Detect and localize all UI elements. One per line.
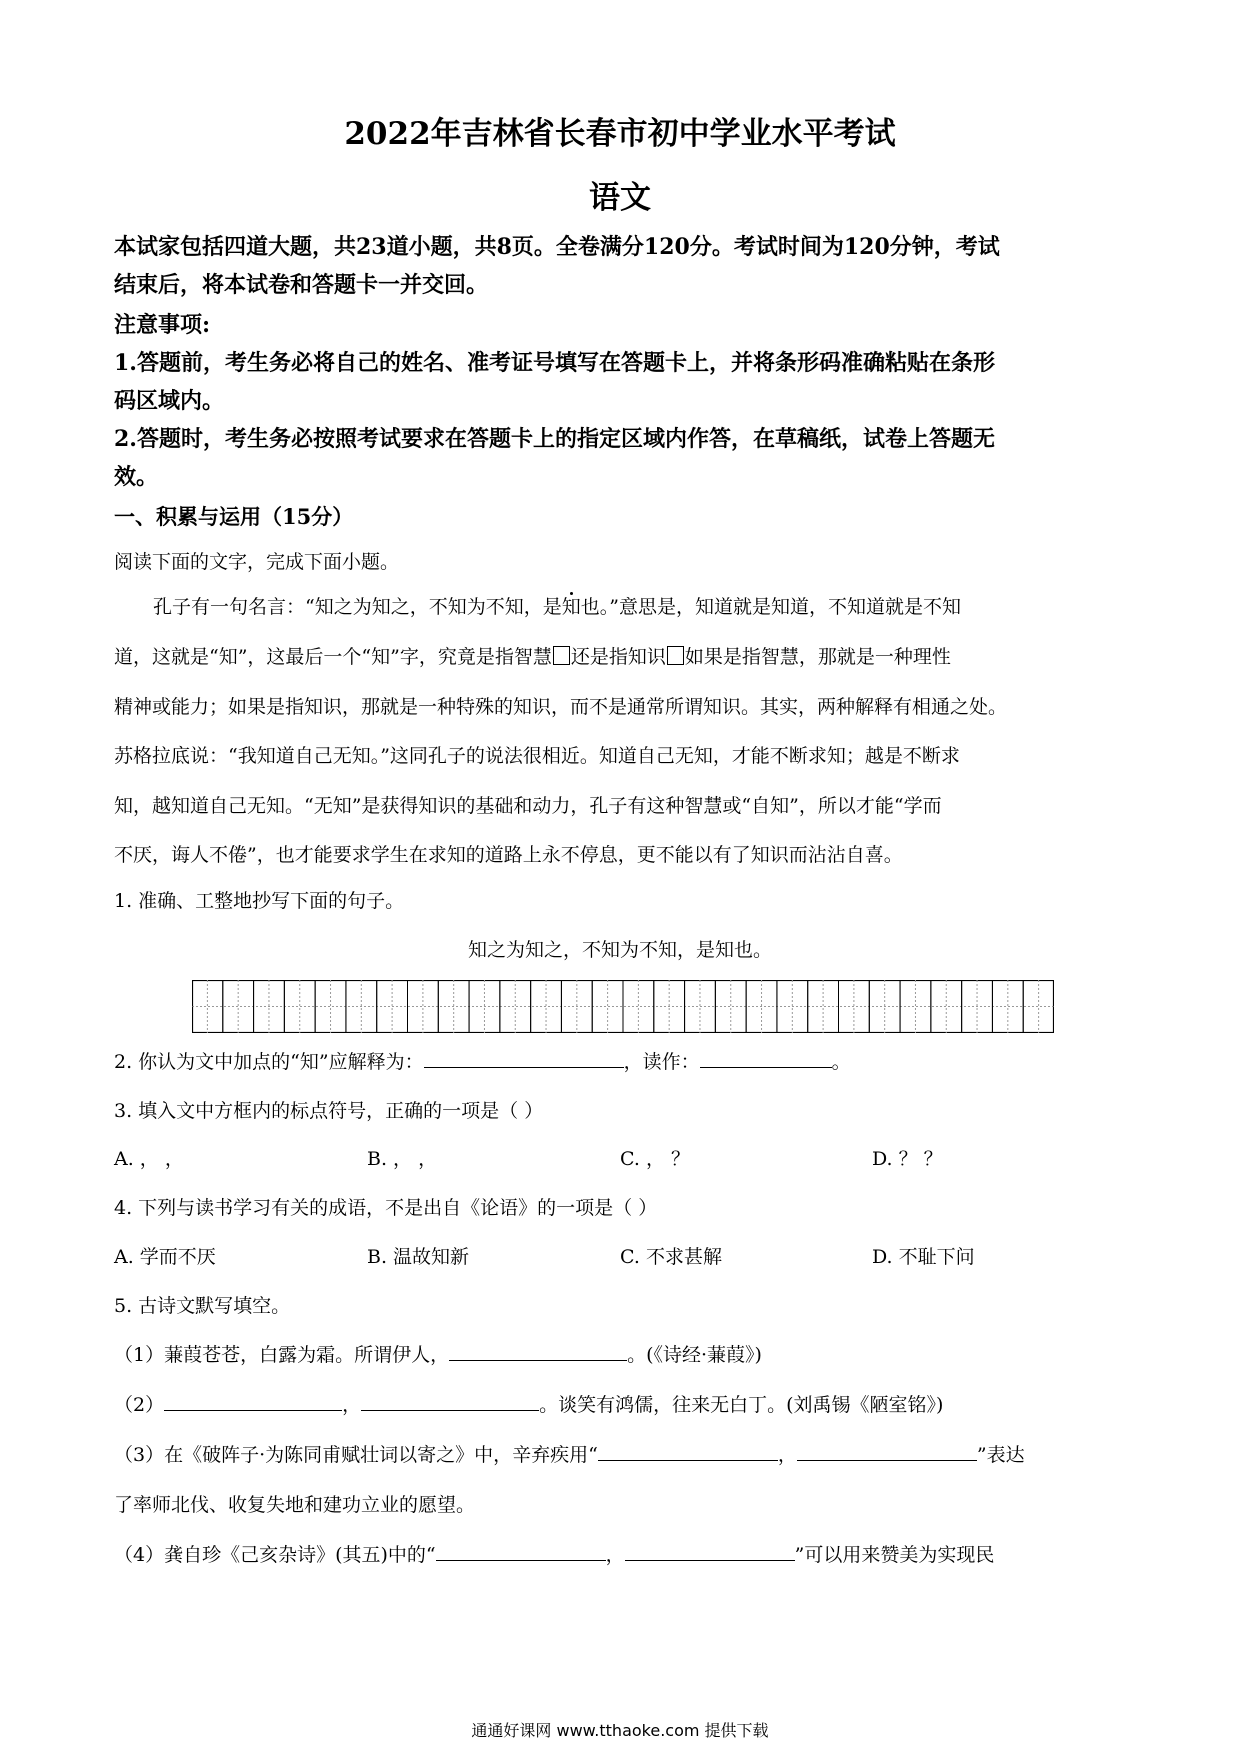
subject-title: 语文 [589, 180, 651, 216]
notice-1-line-2: 码区域内。 [114, 388, 225, 414]
intro-line-1: 本试家包括四道大题，共23道小题，共8页。全卷满分120分。考试时间为120分钟，考试 [114, 234, 1000, 260]
answer-blank-5-1[interactable] [449, 1342, 627, 1361]
answer-blank-pronunciation[interactable] [700, 1049, 832, 1068]
answer-blank-5-4a[interactable] [436, 1542, 606, 1561]
exam-title: 2022年吉林省长春市初中学业水平考试 [344, 116, 896, 152]
notice-title: 注意事项: [114, 312, 211, 338]
passage-line-5: 知，越知道自己无知。“无知”是获得知识的基础和动力，孔子有这种智慧或“自知”，所以才能“学而 [114, 795, 942, 817]
question-3-option-d[interactable]: D. ？ ？ [872, 1148, 943, 1170]
question-1-sentence: 知之为知之，不知为不知，是知也。 [467, 939, 772, 961]
emphasis-dot-char: 知 [561, 596, 581, 618]
question-5-part-4: （4）龚自珍《己亥杂诗》(其五)中的“ ， ”可以用来赞美为实现民 [114, 1544, 995, 1566]
punctuation-box-2 [667, 646, 684, 665]
answer-blank-5-4b[interactable] [625, 1542, 795, 1561]
answer-blank-5-2a[interactable] [164, 1392, 342, 1411]
question-1-stem: 1. 准确、工整地抄写下面的句子。 [114, 890, 405, 912]
answer-blank-5-3a[interactable] [598, 1442, 778, 1461]
answer-blank-meaning[interactable] [424, 1049, 624, 1068]
question-4-option-c[interactable]: C. 不求甚解 [620, 1246, 722, 1268]
question-4-option-d[interactable]: D. 不耻下问 [872, 1246, 975, 1268]
passage-line-1: 孔子有一句名言：“知之为知之，不知为不知，是知也。”意思是，知道就是知道，不知道就是不知 [153, 596, 961, 618]
punctuation-box-1 [553, 646, 570, 665]
answer-blank-5-2b[interactable] [361, 1392, 539, 1411]
question-4-option-b[interactable]: B. 温故知新 [367, 1246, 470, 1268]
section-heading: 一、积累与运用（15分） [114, 504, 354, 529]
question-3-option-a[interactable]: A. ， ， [114, 1148, 184, 1170]
notice-1-line-1: 1.答题前，考生务必将自己的姓名、准考证号填写在答题卡上，并将条形码准确粘贴在条形 [114, 350, 995, 376]
passage-line-6: 不厌，诲人不倦”，也才能要求学生在求知的道路上永不停息，更不能以有了知识而沾沾自喜。 [114, 844, 903, 866]
notice-2-line-1: 2.答题时，考生务必按照考试要求在答题卡上的指定区域内作答，在草稿纸，试卷上答题无 [114, 426, 995, 452]
copy-writing-grid[interactable] [192, 980, 1054, 1033]
question-5-part-1: （1）蒹葭苍苍，白露为霜。所谓伊人， 。(《诗经·蒹葭》) [114, 1344, 762, 1366]
intro-line-2: 结束后，将本试卷和答题卡一并交回。 [114, 272, 489, 298]
question-4-option-a[interactable]: A. 学而不厌 [114, 1246, 216, 1268]
passage-line-2: 道，这就是“知”，这最后一个“知”字，究竟是指智慧 还是指知识 如果是指智慧，那就是一种理性 [114, 646, 951, 668]
question-5-part-3: （3）在《破阵子·为陈同甫赋壮词以寄之》中，辛弃疾用“ ， ”表达 [114, 1444, 1025, 1466]
question-4-stem: 4. 下列与读书学习有关的成语，不是出自《论语》的一项是（ ） [114, 1197, 658, 1219]
question-3-stem: 3. 填入文中方框内的标点符号，正确的一项是（ ） [114, 1100, 544, 1122]
footer-source: 通通好课网 www.tthaoke.com 提供下载 [471, 1721, 769, 1740]
question-5-stem: 5. 古诗文默写填空。 [114, 1295, 291, 1317]
passage-line-3: 精神或能力；如果是指知识，那就是一种特殊的知识，而不是通常所谓知识。其实，两种解释有相通之处。 [114, 696, 1008, 718]
question-3-option-b[interactable]: B. ， ， [367, 1148, 438, 1170]
notice-2-line-2: 效。 [114, 464, 159, 490]
question-2: 2. 你认为文中加点的“知”应解释为： ，读作： 。 [114, 1051, 851, 1073]
passage-line-4: 苏格拉底说：“我知道自己无知。”这同孔子的说法很相近。知道自己无知，才能不断求知；越是不断求 [114, 745, 960, 767]
question-5-part-3-line-2: 了率师北伐、收复失地和建功立业的愿望。 [114, 1494, 476, 1516]
section-instruction: 阅读下面的文字，完成下面小题。 [114, 551, 400, 573]
question-3-option-c[interactable]: C. ， ？ [620, 1148, 690, 1170]
answer-blank-5-3b[interactable] [797, 1442, 977, 1461]
question-5-part-2: （2） ， 。谈笑有鸿儒，往来无白丁。(刘禹锡《陋室铭》) [114, 1394, 944, 1416]
